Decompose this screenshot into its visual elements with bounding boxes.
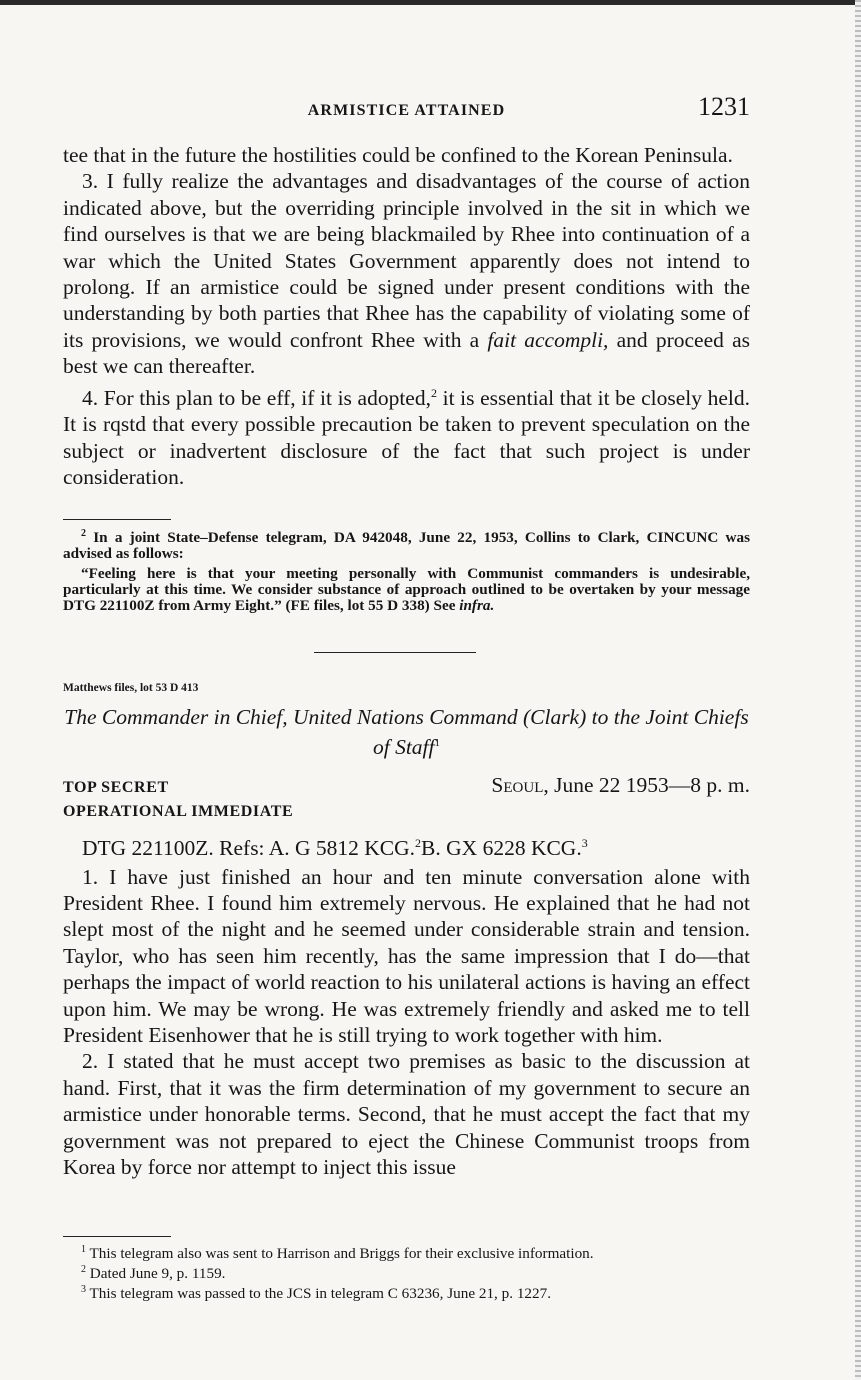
bottom-footnote-3-marker: 3	[81, 1284, 86, 1296]
footnote-2-quote	[63, 566, 750, 614]
classification	[63, 776, 293, 824]
bottom-footnote-1-text: This telegram also was sent to Harrison and Briggs for their exclusive information.	[89, 1245, 594, 1263]
place: Seoul,	[491, 773, 549, 797]
italic-fait-accompli: fait accompli,	[487, 327, 609, 352]
paragraph-4-start: 4. For this plan to be eff, if it is adopted,	[82, 385, 431, 410]
running-title: ARMISTICE ATTAINED	[307, 102, 506, 119]
place-date	[491, 773, 750, 798]
dtg-footnote-ref-b: 3	[581, 836, 588, 850]
top-border	[0, 0, 861, 5]
dtg-ref-b: B. GX 6228 KCG.	[421, 836, 582, 861]
bottom-footnote-3-text: This telegram was passed to the JCS in telegram C 63236, June 21, p. 1227.	[89, 1285, 551, 1303]
document-source: Matthews files, lot 53 D 413	[63, 682, 199, 694]
footnote-rule-bottom	[63, 1236, 171, 1237]
telegram-paragraph-1: 1. I have just finished an hour and ten minute conversation alone with President Rhee. I found him extremely nervous. He explained that he had not slept most of the night and he seemed under considerable strain and tension. Taylor, who has seen him recently, has the same impression that I do—that perhaps the impact of world reaction to his unilateral actions is having an effect upon him. We may be wrong. He was extremely friendly and asked me to tell President Eisenhower that he is still trying to work together with him.	[63, 864, 750, 1047]
bottom-footnote-3	[63, 1282, 750, 1302]
footnote-marker: 2	[81, 528, 86, 539]
paragraph-4	[63, 380, 750, 491]
classification-line-1: TOP SECRET	[63, 779, 169, 796]
dtg-line	[63, 830, 750, 862]
footnote-2-quote-body: “Feeling here is that your meeting personally with Communist commanders is undesirable, particularly at this time. We consider substance of approach outlined to be overtaken by your message DTG 221100Z from Army Eight.” (FE files, lot 55 D 338) See	[63, 565, 750, 615]
bottom-footnote-1-marker: 1	[81, 1244, 86, 1255]
bottom-footnote-2	[63, 1262, 750, 1282]
footnote-2	[63, 526, 750, 614]
document-title	[63, 704, 750, 760]
title-footnote-ref: 1	[434, 737, 441, 749]
document-title-text: The Commander in Chief, United Nations Command (Clark) to the Joint Chiefs of Staff	[64, 705, 749, 760]
paragraph-4-end: it is essential that it be closely held. It is rqstd that every possible precaution be taken to prevent speculation on the subject or inadvertent disclosure of the fact that such project is under consideration.	[63, 385, 751, 490]
paragraph-3	[63, 168, 750, 379]
classification-line-2: OPERATIONAL IMMEDIATE	[63, 803, 294, 820]
footnote-2-infra: infra.	[459, 597, 495, 615]
running-head	[63, 92, 750, 128]
section-divider	[314, 652, 476, 653]
bottom-footnote-2-marker: 2	[81, 1264, 86, 1276]
bottom-footnotes	[63, 1242, 750, 1302]
footnote-2-body: In a joint State–Defense telegram, DA 942048, June 22, 1953, Collins to Clark, CINCUNC was advised as follows:	[63, 529, 750, 563]
footnote-2-text	[63, 526, 750, 562]
footnote-ref: 2	[430, 385, 437, 400]
page-number: 1231	[698, 92, 750, 121]
telegram-paragraph-2: 2. I stated that he must accept two premises as basic to the discussion at hand. First, that it was the firm determination of my government to secure an armistice under honorable terms. Second, that he must accept the fact that my government was not prepared to eject the Chinese Communist troops from Korea by force nor attempt to inject this issue	[63, 1049, 750, 1180]
paragraph-continued: tee that in the future the hostilities could be confined to the Korean Peninsula.	[63, 143, 733, 167]
telegram-body	[63, 830, 750, 1180]
paragraph-3-end: and proceed as best we can thereafter.	[63, 327, 750, 379]
footnote-rule	[63, 519, 171, 520]
bottom-footnote-2-text: Dated June 9, p. 1159.	[89, 1265, 226, 1283]
bottom-footnote-1	[63, 1242, 750, 1262]
dtg-footnote-ref-a: 2	[415, 836, 422, 850]
continuation-text	[63, 142, 750, 490]
dtg-ref-a: DTG 221100Z. Refs: A. G 5812 KCG.	[82, 836, 416, 861]
page-edge-scan-artifact	[855, 0, 861, 1380]
telegram-header	[63, 773, 750, 825]
paragraph-3-text: 3. I fully realize the advantages and disadvantages of the course of action indicated above, but the overriding principle involved in the sit in which we find ourselves is that we are being blackmailed by Rhee into continuation of a war which the United States Government apparently does not intend to prolong. If an armistice could be signed under present conditions with the understanding by both parties that Rhee has the capability of violating some of its provisions, we would confront Rhee with a	[63, 169, 750, 352]
date: June 22 1953—8 p. m.	[554, 773, 750, 797]
